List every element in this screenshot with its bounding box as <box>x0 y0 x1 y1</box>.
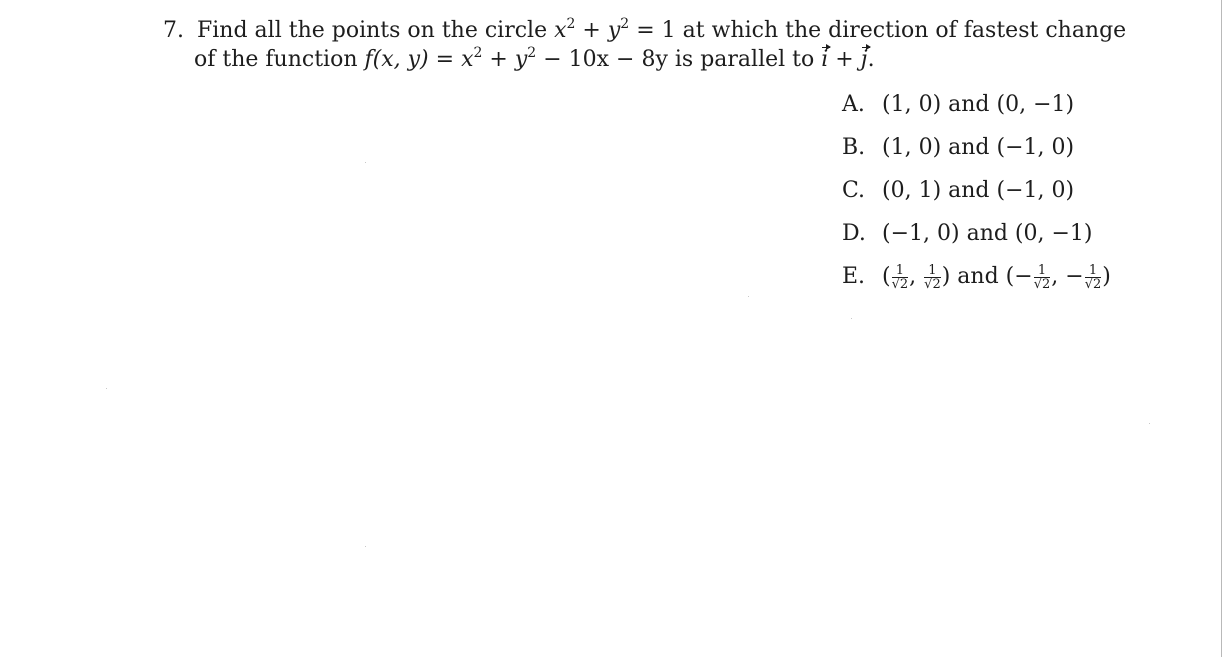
choice-text: (0, 1) and (−1, 0) <box>882 178 1075 203</box>
function-exp-y: 2 <box>527 45 537 61</box>
scan-speck <box>748 296 749 297</box>
choice-letter: E. <box>842 264 866 289</box>
choice-e-sep-1: , <box>909 264 917 289</box>
fraction-numerator: 1 <box>1085 264 1102 278</box>
choice-e-neg: − <box>1065 264 1084 289</box>
question-number: 7. <box>163 18 184 43</box>
question-text-parallel: is parallel to <box>674 47 815 72</box>
circle-equation: $x^2 + y^2 = 1$ <box>554 16 676 43</box>
choice-e-open-1: ( <box>882 264 891 289</box>
fraction-numerator: 1 <box>924 264 941 278</box>
function-linear-terms: − 10x − 8y <box>543 47 668 72</box>
fraction-denominator: √2 <box>891 276 909 292</box>
question-period: . <box>867 47 875 72</box>
function-lhs: f(x, y) = <box>364 47 455 72</box>
question-text-tail: at which the direction of fastest change <box>682 18 1127 43</box>
fraction-denominator: √2 <box>1033 276 1051 292</box>
question-text-start: Find all the points on the circle <box>197 18 548 43</box>
fraction-denominator: √2 <box>924 276 941 292</box>
function-var-y: y <box>514 47 528 72</box>
answer-choices <box>842 90 1111 305</box>
fraction <box>924 264 941 291</box>
choice-e-close-1: ) <box>941 264 951 289</box>
choice-letter: B. <box>842 135 866 160</box>
scan-speck <box>365 546 366 547</box>
vector-plus: + <box>835 47 854 72</box>
choice-letter: C. <box>842 178 866 203</box>
choice-d[interactable] <box>842 219 1111 262</box>
question-line-2 <box>163 45 1123 74</box>
circle-var-x: x <box>554 18 567 43</box>
fraction <box>1085 264 1102 291</box>
circle-exp-x: 2 <box>566 16 576 32</box>
scan-speck <box>1149 423 1150 424</box>
function-var-x: x <box>461 47 474 72</box>
function-exp-x: 2 <box>473 45 483 61</box>
choice-e-and: and <box>950 264 1006 289</box>
choice-e-close-2: ) <box>1102 264 1111 289</box>
choice-text: (1, 0) and (−1, 0) <box>882 135 1075 160</box>
scan-speck <box>106 388 107 389</box>
choice-text: (−1, 0) and (0, −1) <box>882 221 1093 246</box>
fraction-numerator: 1 <box>892 264 909 278</box>
choice-a[interactable] <box>842 90 1111 133</box>
question-line-1 <box>163 16 1127 45</box>
choice-text: (1, 0) and (0, −1) <box>882 92 1075 117</box>
question-text-function-intro: of the function <box>194 47 358 72</box>
fraction-denominator: √2 <box>1084 276 1102 292</box>
vector-j: j <box>860 47 868 72</box>
function-plus: + <box>489 47 508 72</box>
fraction-numerator: 1 <box>1034 264 1051 278</box>
choice-e-open-2: (− <box>1005 264 1033 289</box>
function-definition <box>365 47 675 72</box>
circle-rhs: = 1 <box>636 18 676 43</box>
question-7 <box>163 16 1127 74</box>
vector-i: i <box>821 47 829 72</box>
choice-e[interactable] <box>842 262 1111 305</box>
scan-speck <box>365 162 366 163</box>
choice-letter: D. <box>842 221 866 246</box>
scan-speck <box>851 318 852 319</box>
choice-c[interactable] <box>842 176 1111 219</box>
choice-b[interactable] <box>842 133 1111 176</box>
circle-var-y: y <box>607 18 621 43</box>
circle-exp-y: 2 <box>620 16 630 32</box>
choice-e-sep-2: , <box>1051 264 1059 289</box>
choice-letter: A. <box>842 92 865 117</box>
fraction <box>892 264 909 291</box>
page-edge-line <box>1221 0 1222 657</box>
fraction <box>1034 264 1051 291</box>
